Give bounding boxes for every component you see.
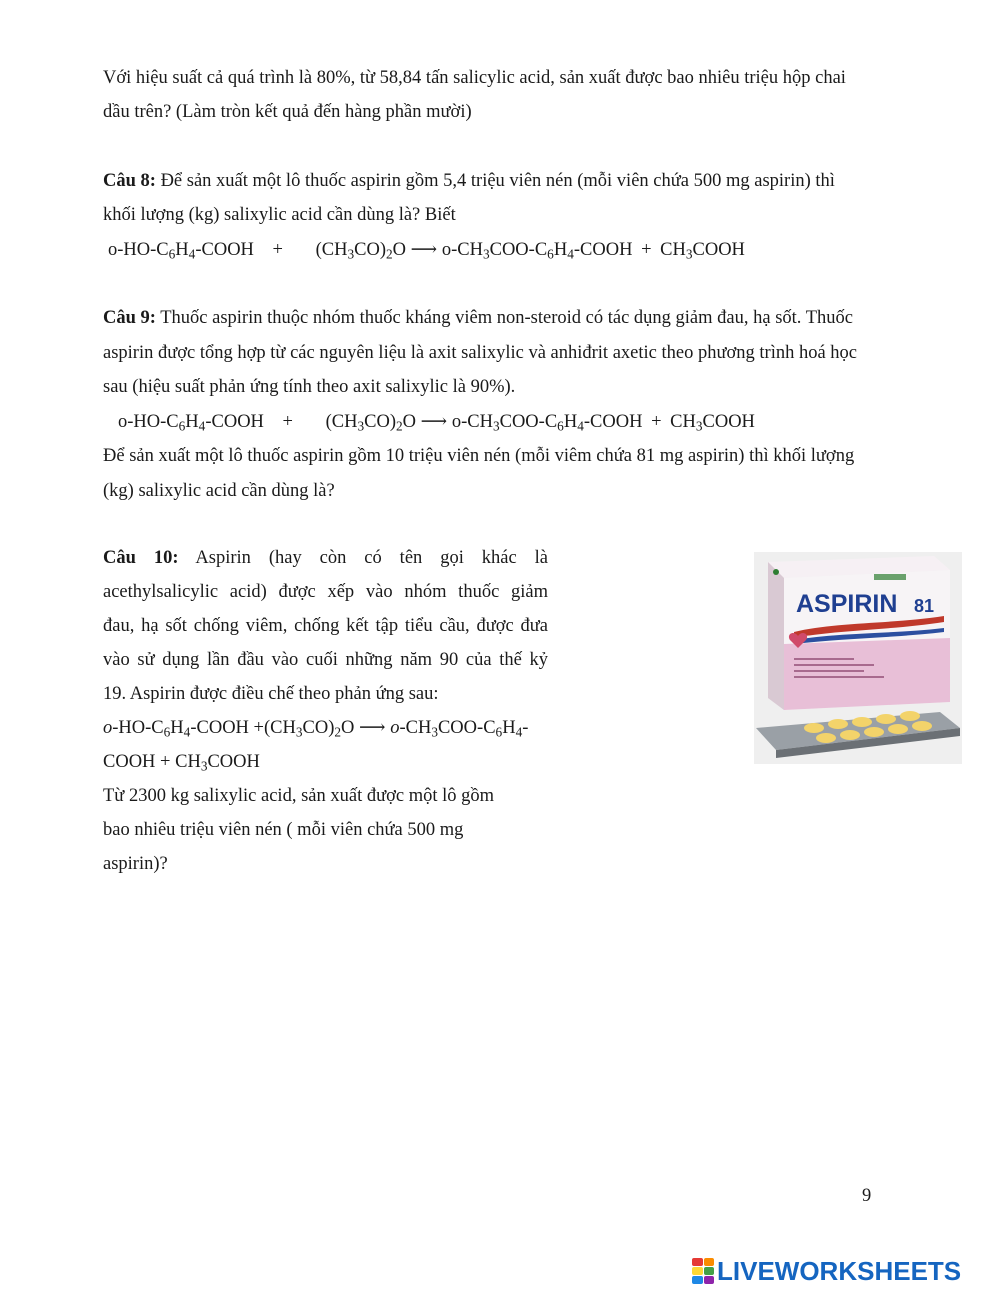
liveworksheets-logo[interactable] [692, 1256, 961, 1286]
aspirin-dose-text: 81 [914, 596, 935, 616]
q10-line-4: vào sử dụng lần đầu vào cuối những năm 90 của thế kỷ [103, 650, 548, 670]
q8-line-1 [103, 169, 835, 193]
aspirin-brand-text: ASPIRIN [796, 590, 898, 618]
aspirin-box-illustration [754, 552, 962, 764]
q10-equation-line-1: $o-HO-C_6H_4$-COOH $+(CH_3CO)_2O$ ⟶ $o-CH_3COO-C_6H_4-$ [103, 718, 529, 740]
q10-line-8: Từ 2300 kg salixylic acid, sản xuất được một lô gồm [103, 786, 495, 806]
q8-line-2: khối lượng (kg) salixylic acid cần dùng là? Biết [103, 205, 456, 225]
q9-line-4: Để sản xuất một lô thuốc aspirin gồm 10 triệu viên nén (mỗi viêm chứa 81 mg aspirin) thì khối lượng [103, 446, 855, 466]
aspirin-box-image [754, 552, 962, 764]
q9-line-5: (kg) salixylic acid cần dùng là? [103, 481, 335, 501]
q9-line-2: aspirin được tổng hợp từ các nguyên liệu là axit salixylic và anhiđrit axetic theo phương trình hoá học [103, 343, 858, 363]
q10-text-1: Aspirin (hay còn có tên gọi khác là [178, 548, 548, 568]
q8-text-1: Để sản xuất một lô thuốc aspirin gồm 5,4 triệu viên nén (mỗi viên chứa 500 mg aspirin) thì [155, 171, 835, 191]
q10-line-9: bao nhiêu triệu viên nén ( mỗi viên chứa 500 mg [103, 820, 464, 840]
logo-text: LIVEWORKSHEETS [717, 1255, 962, 1286]
q10-label: Câu 10: [103, 548, 179, 568]
q9-line-3: sau (hiệu suất phản ứng tính theo axit salixylic là 90%). [103, 377, 516, 397]
q9-equation: $o-HO-C_6H_4$-COOH + $(CH_3CO)_2O$ ⟶ $o-CH_3COO-C_6H_4$-COOH + $CH_3COOH$ [118, 412, 755, 434]
q9-label: Câu 9: [103, 308, 156, 328]
q7-line-1: Với hiệu suất cả quá trình là 80%, từ 58,84 tấn salicylic acid, sản xuất được bao nhiêu triệu hộp chai [103, 68, 846, 88]
q10-equation-line-2: COOH + $CH_3COOH$ [103, 752, 260, 774]
q10-line-1 [103, 546, 548, 570]
q9-line-1 [103, 306, 853, 330]
q10-line-10: aspirin)? [103, 854, 168, 874]
q7-line-2: dầu trên? (Làm tròn kết quả đến hàng phần mười) [103, 102, 472, 122]
page-number: 9 [862, 1186, 872, 1206]
q8-label: Câu 8: [103, 171, 156, 191]
q10-line-2: acethylsalicylic acid) được xếp vào nhóm thuốc giảm [103, 582, 548, 602]
q10-line-3: đau, hạ sốt chống viêm, chống kết tập tiểu cầu, được đưa [103, 616, 548, 636]
q10-line-5: 19. Aspirin được điều chế theo phản ứng sau: [103, 684, 439, 704]
logo-mark-icon [692, 1258, 714, 1284]
q8-equation: $o-HO-C_6H_4$-COOH + $(CH_3CO)_2O$ ⟶ $o-CH_3COO-C_6H_4$-COOH + $CH_3COOH$ [108, 240, 745, 262]
q9-text-1: Thuốc aspirin thuộc nhóm thuốc kháng viêm non-steroid có tác dụng giảm đau, hạ sốt. Thuốc [155, 308, 853, 328]
